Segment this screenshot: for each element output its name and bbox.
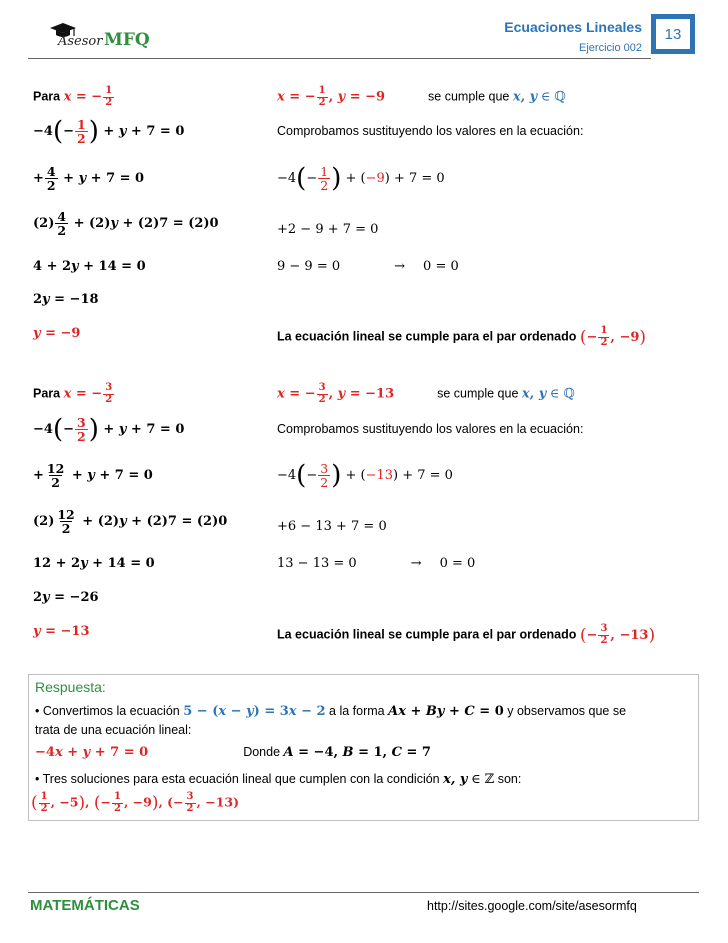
case1-conclusion: La ecuación lineal se cumple para el par ordenado (− $\frac{1}{2}$ , −9)	[277, 325, 647, 348]
header-subtitle: Ejercicio 002	[579, 42, 642, 54]
case1-step4: 4 + 2y + 14 = 0	[33, 259, 146, 274]
logo-text-asesor: Asesor	[58, 34, 103, 49]
page-number-box	[651, 14, 695, 54]
case1-result: y = −9	[33, 326, 81, 341]
case2-conclusion: La ecuación lineal se cumple para el par ordenado (− $\frac{3}{2}$ , −13)	[277, 623, 656, 646]
answer-line1-mid: a la forma	[329, 704, 385, 718]
footer-subject: MATEMÁTICAS	[30, 897, 140, 914]
para-label: Para	[33, 89, 61, 104]
answer-son: son:	[497, 772, 522, 786]
se-cumple-que-label: se cumple que	[428, 89, 510, 104]
case2-step4: 12 + 2y + 14 = 0	[33, 556, 155, 571]
case2-step3: (2) $\frac{12}{2}$ + (2)y + (2)7 = (2)0	[33, 507, 228, 537]
case2-comprobamos: Comprobamos sustituyendo los valores en la ecuación:	[277, 422, 584, 436]
answer-line1: • Convertimos la ecuación 5 − (x − y) = 3x − 2 a la forma Ax + By + C = 0 y observamos que se	[35, 704, 627, 719]
case2-check1: −4(− $\frac{3}{2}$ ) + (−13) + 7 = 0	[277, 460, 453, 491]
footer-url[interactable]: http://sites.google.com/site/asesormfq	[427, 899, 637, 913]
case1-left-para: Para x = − $\frac{1}{2}$	[33, 85, 113, 108]
case2-check3: 13 − 13 = 0 → 0 = 0	[277, 556, 476, 571]
case2-step5: 2y = −26	[33, 590, 99, 605]
case1-right-values: x = − $\frac{1}{2}$ , y = −9 se cumple que x, y ∈ ℚ	[277, 85, 566, 108]
case2-step1: −4(− $\frac{3}{2}$ ) + y + 7 = 0	[33, 414, 185, 445]
case1-comprobamos: Comprobamos sustituyendo los valores en la ecuación:	[277, 124, 584, 138]
case2-result: y = −13	[33, 624, 90, 639]
answer-line2: trata de una ecuación lineal:	[35, 723, 192, 737]
answer-line1-pre: • Convertimos la ecuación	[35, 704, 180, 718]
para-label: Para	[33, 386, 61, 401]
case1-step2: + $\frac{4}{2}$ + y + 7 = 0	[33, 164, 145, 194]
case1-step3: (2) $\frac{4}{2}$ + (2)y + (2)7 = (2)0	[33, 209, 219, 239]
case1-check1: −4(− $\frac{1}{2}$ ) + (−9) + 7 = 0	[277, 163, 445, 194]
logo-text-mfq: MFQ	[104, 30, 150, 50]
answer-line4-text: • Tres soluciones para esta ecuación lineal que cumplen con la condición	[35, 772, 440, 786]
case2-left-para: Para x = − $\frac{3}{2}$	[33, 382, 113, 405]
footer-rule	[28, 892, 699, 893]
header-rule	[28, 58, 651, 59]
header-title: Ecuaciones Lineales	[504, 19, 642, 35]
answer-title: Respuesta:	[35, 679, 106, 695]
page-number: 13	[655, 18, 691, 50]
case1-check2: +2 − 9 + 7 = 0	[277, 222, 379, 237]
answer-line1-post: y observamos que se	[507, 704, 627, 718]
case2-step2: + $\frac{12}{2}$ + y + 7 = 0	[33, 461, 153, 491]
case1-step5: 2y = −18	[33, 292, 99, 307]
case1-step1: −4(− $\frac{1}{2}$ ) + y + 7 = 0	[33, 116, 185, 147]
case1-check3: 9 − 9 = 0 → 0 = 0	[277, 259, 459, 274]
case2-right-values: x = − $\frac{3}{2}$ , y = −13 se cumple que x, y ∈ ℚ	[277, 382, 575, 405]
case2-check2: +6 − 13 + 7 = 0	[277, 519, 387, 534]
answer-box	[28, 674, 699, 821]
answer-line3: −4x + y + 7 = 0 Donde A = −4, B = 1, C = 7	[35, 745, 431, 760]
answer-line4: • Tres soluciones para esta ecuación lineal que cumplen con la condición x, y ∈ ℤ son:	[35, 772, 522, 787]
conclusion-label: La ecuación lineal se cumple para el par ordenado	[277, 627, 577, 642]
answer-donde: Donde	[243, 745, 281, 759]
se-cumple-que-label: se cumple que	[437, 386, 519, 401]
asesormfq-logo	[48, 22, 168, 56]
conclusion-label: La ecuación lineal se cumple para el par ordenado	[277, 329, 577, 344]
answer-solutions: ( $\frac{1}{2}$ , −5), (− $\frac{1}{2}$ , −9), (− $\frac{3}{2}$ , −13)	[31, 791, 240, 814]
